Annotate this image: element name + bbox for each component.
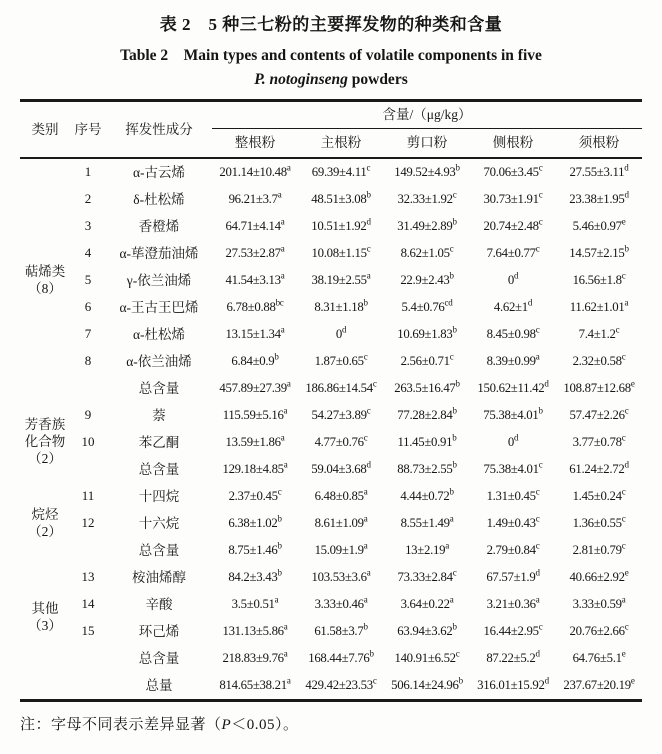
content-value-cell: 186.86±14.54$^c$ xyxy=(305,379,377,396)
significance-letter: a xyxy=(286,676,291,687)
content-value-cell: 8.75±1.46$^b$ xyxy=(228,541,282,558)
content-value-cell: 84.2±3.43$^b$ xyxy=(228,568,282,585)
significance-letter: c xyxy=(621,514,626,525)
content-value-cell: 64.71±4.14$^a$ xyxy=(225,217,285,234)
significance-letter: c xyxy=(372,379,377,390)
content-value-cell: 131.13±5.86$^a$ xyxy=(222,622,288,639)
serial-cell: 9 xyxy=(84,407,92,423)
significance-letter: b xyxy=(452,325,457,336)
significance-letter: d xyxy=(624,163,629,174)
table-row xyxy=(20,591,642,618)
content-value-cell: 10.08±1.15$^c$ xyxy=(311,244,371,261)
content-value-cell: 15.09±1.9$^a$ xyxy=(314,541,368,558)
table-title-species xyxy=(0,71,662,89)
significance-letter: a xyxy=(280,433,285,444)
table-row xyxy=(20,672,642,701)
content-value-cell: 3.21±0.36$^a$ xyxy=(486,595,540,612)
serial-cell: 15 xyxy=(81,623,95,639)
component-name-cell: 总量 xyxy=(145,677,173,693)
content-value-cell: 20.74±2.48$^c$ xyxy=(483,217,543,234)
significance-letter: c xyxy=(615,325,620,336)
serial-cell xyxy=(70,645,106,672)
significance-letter: b xyxy=(277,514,282,525)
content-value-cell: 8.62±1.05$^c$ xyxy=(400,244,454,261)
significance-letter: d xyxy=(624,190,629,201)
significance-letter: c xyxy=(535,325,540,336)
serial-cell: 1 xyxy=(84,164,92,180)
significance-letter: b xyxy=(277,568,282,579)
significance-letter: d xyxy=(544,379,549,390)
significance-letter: c xyxy=(363,352,368,363)
significance-letter: a xyxy=(535,352,540,363)
component-name-cell: 香橙烯 xyxy=(138,218,180,234)
significance-letter: a xyxy=(277,190,282,201)
significance-letter: c xyxy=(624,406,629,417)
content-value-cell: 2.81±0.79$^c$ xyxy=(572,541,626,558)
serial-cell xyxy=(70,456,106,483)
content-value-cell: 1.45±0.24$^c$ xyxy=(572,487,626,504)
content-value-cell: 31.49±2.89$^b$ xyxy=(397,217,457,234)
serial-cell: 8 xyxy=(84,353,92,369)
header-serial: 序号 xyxy=(70,101,106,159)
content-value-cell: 67.57±1.9$^d$ xyxy=(486,568,540,585)
content-value-cell: 2.56±0.71$^c$ xyxy=(400,352,454,369)
serial-cell: 10 xyxy=(81,434,95,450)
significance-letter: e xyxy=(630,379,635,390)
table-row xyxy=(20,158,642,186)
significance-letter: a xyxy=(363,541,368,552)
significance-letter: a xyxy=(283,460,288,471)
significance-letter: a xyxy=(286,379,291,390)
table-row xyxy=(20,186,642,213)
content-value-cell: 140.91±6.52$^c$ xyxy=(394,649,460,666)
significance-letter: c xyxy=(621,271,626,282)
content-value-cell: 457.89±27.39$^a$ xyxy=(219,379,291,396)
content-value-cell: 27.53±2.87$^a$ xyxy=(225,244,285,261)
significance-letter: b xyxy=(363,622,368,633)
content-value-cell: 3.64±0.22$^a$ xyxy=(400,595,454,612)
significance-letter: d xyxy=(624,460,629,471)
content-value-cell: 3.77±0.78$^c$ xyxy=(572,433,626,450)
significance-letter: b xyxy=(369,649,374,660)
serial-cell: 13 xyxy=(81,569,95,585)
content-value-cell: 6.84±0.9$^b$ xyxy=(231,352,279,369)
footnote-prefix: 注：字母不同表示差异显著（ xyxy=(20,717,222,733)
significance-letter: c xyxy=(366,406,371,417)
component-name-cell: 萘 xyxy=(152,407,166,423)
content-value-cell: 8.55±1.49$^a$ xyxy=(400,514,454,531)
significance-letter: e xyxy=(621,217,626,228)
significance-letter: c xyxy=(538,622,543,633)
serial-cell xyxy=(70,672,106,701)
content-value-cell: 6.38±1.02$^b$ xyxy=(228,514,282,531)
content-value-cell: 16.56±1.8$^c$ xyxy=(572,271,626,288)
significance-letter: c xyxy=(621,352,626,363)
significance-letter: c xyxy=(363,433,368,444)
significance-letter: b xyxy=(538,406,543,417)
content-value-cell: 0$^d$ xyxy=(335,325,347,342)
component-name-cell: γ-依兰油烯 xyxy=(126,272,192,288)
serial-cell: 3 xyxy=(84,218,92,234)
component-name-cell: δ-杜松烯 xyxy=(133,191,185,207)
table-row xyxy=(20,375,642,402)
serial-cell: 12 xyxy=(81,515,95,531)
significance-letter: c xyxy=(535,541,540,552)
content-value-cell: 1.31±0.45$^c$ xyxy=(486,487,540,504)
species-name: P. notoginseng xyxy=(254,71,348,88)
significance-letter: b xyxy=(458,676,463,687)
content-value-cell: 6.48±0.85$^a$ xyxy=(314,487,368,504)
significance-letter: a xyxy=(280,325,285,336)
significance-letter: a xyxy=(363,487,368,498)
content-value-cell: 69.39±4.11$^c$ xyxy=(311,163,371,180)
content-value-cell: 2.79±0.84$^c$ xyxy=(486,541,540,558)
significance-letter: cd xyxy=(444,298,453,309)
significance-letter: c xyxy=(535,514,540,525)
significance-letter: b xyxy=(449,271,454,282)
content-value-cell: 75.38±4.01$^b$ xyxy=(483,406,543,423)
content-value-cell: 22.9±2.43$^b$ xyxy=(400,271,454,288)
significance-letter: c xyxy=(452,568,457,579)
table-row xyxy=(20,348,642,375)
species-suffix: powders xyxy=(347,71,408,88)
content-value-cell: 10.51±1.92$^d$ xyxy=(311,217,371,234)
content-value-cell: 149.52±4.93$^b$ xyxy=(394,163,460,180)
content-value-cell: 75.38±4.01$^c$ xyxy=(483,460,543,477)
table-title-zh: 表 2 5 种三七粉的主要挥发物的种类和含量 xyxy=(159,15,503,34)
content-value-cell: 40.66±2.92$^e$ xyxy=(569,568,629,585)
significance-letter: d xyxy=(513,433,519,444)
content-value-cell: 218.83±9.76$^a$ xyxy=(222,649,288,666)
content-value-cell: 3.33±0.59$^a$ xyxy=(572,595,626,612)
content-value-cell: 1.87±0.65$^c$ xyxy=(314,352,368,369)
significance-letter: b xyxy=(449,487,454,498)
content-value-cell: 63.94±3.62$^b$ xyxy=(397,622,457,639)
category-cell xyxy=(20,672,70,701)
significance-letter: c xyxy=(277,487,282,498)
table-row xyxy=(20,510,642,537)
significance-letter: a xyxy=(286,163,291,174)
serial-cell: 4 xyxy=(84,245,92,261)
content-value-cell: 6.78±0.88$^{bc}$ xyxy=(226,298,284,315)
content-value-cell: 237.67±20.19$^e$ xyxy=(563,676,635,693)
content-value-cell: 10.69±1.83$^b$ xyxy=(397,325,457,342)
serial-cell: 14 xyxy=(81,596,95,612)
component-name-cell: 总含量 xyxy=(138,542,180,558)
content-value-cell: 150.62±11.42$^d$ xyxy=(477,379,549,396)
content-value-cell: 4.77±0.76$^c$ xyxy=(314,433,368,450)
header-fibrous-root-powder: 须根粉 xyxy=(556,129,642,159)
table-body xyxy=(20,158,642,701)
header-main-root-powder: 主根粉 xyxy=(298,129,384,159)
table-row xyxy=(20,537,642,564)
significance-letter: c xyxy=(538,190,543,201)
significance-letter: c xyxy=(366,244,371,255)
content-value-cell: 73.33±2.84$^c$ xyxy=(397,568,457,585)
serial-cell xyxy=(70,537,106,564)
significance-letter: b xyxy=(452,622,457,633)
serial-cell xyxy=(70,375,106,402)
component-name-cell: α-王古王巴烯 xyxy=(119,299,199,315)
content-value-cell: 96.21±3.7$^a$ xyxy=(228,190,282,207)
content-value-cell: 3.33±0.46$^a$ xyxy=(314,595,368,612)
component-name-cell: 环己烯 xyxy=(138,623,180,639)
header-component: 挥发性成分 xyxy=(106,101,212,159)
table-row xyxy=(20,645,642,672)
significance-letter: bc xyxy=(275,298,284,309)
significance-letter: e xyxy=(621,649,626,660)
component-name-cell: α-杜松烯 xyxy=(132,326,186,342)
content-value-cell: 13±2.19$^a$ xyxy=(405,541,449,558)
table-row xyxy=(20,483,642,510)
content-value-cell: 70.06±3.45$^c$ xyxy=(483,163,543,180)
significance-letter: a xyxy=(624,298,629,309)
content-value-cell: 27.55±3.11$^d$ xyxy=(569,163,629,180)
significance-letter: a xyxy=(445,541,449,552)
significance-letter: b xyxy=(452,460,457,471)
content-value-cell: 59.04±3.68$^d$ xyxy=(311,460,371,477)
content-value-cell: 7.4±1.2$^c$ xyxy=(578,325,620,342)
significance-letter: a xyxy=(535,595,540,606)
content-value-cell: 814.65±38.21$^a$ xyxy=(219,676,291,693)
content-value-cell: 7.64±0.77$^c$ xyxy=(486,244,540,261)
significance-letter: a xyxy=(280,217,285,228)
content-value-cell: 0$^d$ xyxy=(507,271,519,288)
content-value-cell: 13.15±1.34$^a$ xyxy=(225,325,285,342)
significance-letter: b xyxy=(363,298,368,309)
significance-letter: c xyxy=(538,163,543,174)
volatile-components-table xyxy=(20,99,642,702)
table-footnote xyxy=(20,713,662,734)
serial-cell: 2 xyxy=(84,191,92,207)
table-row xyxy=(20,294,642,321)
content-value-cell: 506.14±24.96$^b$ xyxy=(391,676,463,693)
component-name-cell: α-古云烯 xyxy=(132,164,186,180)
significance-letter: b xyxy=(452,433,457,444)
table-row xyxy=(20,402,642,429)
content-value-cell: $4.62\pm 1^d$ xyxy=(493,298,533,315)
content-value-cell: 1.49±0.43$^c$ xyxy=(486,514,540,531)
content-value-cell: 2.37±0.45$^c$ xyxy=(228,487,282,504)
content-value-cell: 41.54±3.13$^a$ xyxy=(225,271,285,288)
significance-letter: a xyxy=(283,622,288,633)
header-content-group: 含量/（μg/kg） xyxy=(212,101,642,129)
footnote-p-symbol: P xyxy=(221,717,232,733)
significance-letter: a xyxy=(283,649,288,660)
table-row xyxy=(20,213,642,240)
content-value-cell: 77.28±2.84$^b$ xyxy=(397,406,457,423)
header-whole-root-powder: 整根粉 xyxy=(212,129,298,159)
content-value-cell: 61.58±3.7$^b$ xyxy=(314,622,368,639)
header-lateral-root-powder: 侧根粉 xyxy=(470,129,556,159)
content-value-cell: 38.19±2.55$^a$ xyxy=(311,271,371,288)
serial-cell: 6 xyxy=(84,299,92,315)
component-name-cell: 苯乙酮 xyxy=(138,434,180,450)
significance-letter: c xyxy=(449,244,454,255)
significance-letter: e xyxy=(630,676,635,687)
content-value-cell: 8.31±1.18$^b$ xyxy=(314,298,368,315)
content-value-cell: 5.46±0.97$^e$ xyxy=(572,217,626,234)
content-value-cell: 61.24±2.72$^d$ xyxy=(569,460,629,477)
significance-letter: a xyxy=(363,514,368,525)
significance-letter: c xyxy=(535,244,540,255)
content-value-cell: 3.5±0.51$^a$ xyxy=(231,595,279,612)
content-value-cell: 263.5±16.47$^b$ xyxy=(394,379,460,396)
component-name-cell: α-依兰油烯 xyxy=(126,353,192,369)
significance-letter: c xyxy=(538,217,543,228)
significance-letter: c xyxy=(624,622,629,633)
significance-letter: a xyxy=(280,271,285,282)
significance-letter: c xyxy=(455,649,460,660)
content-value-cell: 57.47±2.26$^c$ xyxy=(569,406,629,423)
category-cell: 其他 （3） xyxy=(28,601,62,633)
content-value-cell: 108.87±12.68$^e$ xyxy=(563,379,635,396)
component-name-cell: 十四烷 xyxy=(138,488,180,504)
table-row xyxy=(20,618,642,645)
component-name-cell: 辛酸 xyxy=(145,596,173,612)
content-value-cell: 54.27±3.89$^c$ xyxy=(311,406,371,423)
footnote-suffix: ＜0.05）。 xyxy=(231,717,299,733)
significance-letter: b xyxy=(624,244,629,255)
content-value-cell: 201.14±10.48$^a$ xyxy=(219,163,291,180)
table-row xyxy=(20,267,642,294)
significance-letter: a xyxy=(621,595,626,606)
serial-cell: 11 xyxy=(81,488,95,504)
significance-letter: a xyxy=(449,595,454,606)
significance-letter: c xyxy=(449,352,454,363)
table-row xyxy=(20,564,642,591)
content-value-cell: 88.73±2.55$^b$ xyxy=(397,460,457,477)
category-cell: 芳香族 化合物 （2） xyxy=(24,417,66,466)
content-value-cell: 4.44±0.72$^b$ xyxy=(400,487,454,504)
category-cell: 烷烃 （2） xyxy=(28,506,62,539)
significance-letter: d xyxy=(341,325,347,336)
table-row xyxy=(20,456,642,483)
content-value-cell: 16.44±2.95$^c$ xyxy=(483,622,543,639)
content-value-cell: 8.39±0.99$^a$ xyxy=(486,352,540,369)
significance-letter: b xyxy=(455,163,460,174)
significance-letter: d xyxy=(366,217,371,228)
significance-letter: a xyxy=(366,271,371,282)
significance-letter: d xyxy=(544,676,549,687)
content-value-cell: 30.73±1.91$^c$ xyxy=(483,190,543,207)
significance-letter: c xyxy=(621,487,626,498)
table-row xyxy=(20,240,642,267)
header-rhizome-powder: 剪口粉 xyxy=(384,129,470,159)
significance-letter: a xyxy=(280,244,285,255)
serial-cell: 5 xyxy=(84,272,92,288)
significance-letter: a xyxy=(449,514,454,525)
content-value-cell: 2.32±0.58$^c$ xyxy=(572,352,626,369)
significance-letter: b xyxy=(274,352,279,363)
significance-letter: b xyxy=(452,217,457,228)
significance-letter: b xyxy=(366,190,371,201)
content-value-cell: 48.51±3.08$^b$ xyxy=(311,190,371,207)
content-value-cell: 11.45±0.91$^b$ xyxy=(397,433,457,450)
content-value-cell: 64.76±5.1$^e$ xyxy=(572,649,626,666)
component-name-cell: α-荜澄茄油烯 xyxy=(119,245,199,261)
significance-letter: c xyxy=(535,487,540,498)
content-value-cell: 429.42±23.53$^c$ xyxy=(305,676,377,693)
content-value-cell: 1.36±0.55$^c$ xyxy=(572,514,626,531)
significance-letter: d xyxy=(535,649,540,660)
content-value-cell: 32.33±1.92$^c$ xyxy=(397,190,457,207)
significance-letter: c xyxy=(538,460,543,471)
significance-letter: a xyxy=(366,568,371,579)
content-value-cell: 129.18±4.85$^a$ xyxy=(222,460,288,477)
significance-letter: a xyxy=(363,595,368,606)
significance-letter: b xyxy=(455,379,460,390)
significance-letter: a xyxy=(283,406,288,417)
significance-letter: c xyxy=(452,190,457,201)
content-value-cell: 5.4±0.76$^{cd}$ xyxy=(401,298,453,315)
content-value-cell: 168.44±7.76$^b$ xyxy=(308,649,374,666)
significance-letter: c xyxy=(621,433,626,444)
content-value-cell: 87.22±5.2$^d$ xyxy=(486,649,540,666)
significance-letter: b xyxy=(452,406,457,417)
significance-letter: e xyxy=(624,568,629,579)
component-name-cell: 桉油烯醇 xyxy=(131,569,186,585)
significance-letter: d xyxy=(527,298,533,309)
content-value-cell: 316.01±15.92$^d$ xyxy=(477,676,549,693)
table-row xyxy=(20,429,642,456)
content-value-cell: 20.76±2.66$^c$ xyxy=(569,622,629,639)
content-value-cell: 8.45±0.98$^c$ xyxy=(486,325,540,342)
serial-cell: 7 xyxy=(84,326,92,342)
table-title-en: Table 2 Main types and contents of volatile components in five xyxy=(120,47,542,64)
category-cell: 萜烯类 （8） xyxy=(24,263,66,296)
significance-letter: d xyxy=(366,460,371,471)
component-name-cell: 总含量 xyxy=(138,650,180,666)
significance-letter: a xyxy=(274,595,279,606)
significance-letter: b xyxy=(277,541,282,552)
content-value-cell: 115.59±5.16$^a$ xyxy=(222,406,288,423)
component-name-cell: 总含量 xyxy=(138,461,180,477)
table-row xyxy=(20,321,642,348)
content-value-cell: 11.62±1.01$^a$ xyxy=(569,298,629,315)
significance-letter: d xyxy=(513,271,519,282)
header-category: 类别 xyxy=(20,101,70,159)
component-name-cell: 十六烷 xyxy=(138,515,180,531)
table-header xyxy=(20,101,642,159)
component-name-cell: 总含量 xyxy=(138,380,180,396)
significance-letter: c xyxy=(372,676,377,687)
significance-letter: c xyxy=(621,541,626,552)
content-value-cell: 103.53±3.6$^a$ xyxy=(311,568,371,585)
content-value-cell: 14.57±2.15$^b$ xyxy=(569,244,629,261)
significance-letter: d xyxy=(535,568,540,579)
content-value-cell: 8.61±1.09$^a$ xyxy=(314,514,368,531)
content-value-cell: 0$^d$ xyxy=(507,433,519,450)
content-value-cell: 13.59±1.86$^a$ xyxy=(225,433,285,450)
content-value-cell: 23.38±1.95$^d$ xyxy=(569,190,629,207)
significance-letter: c xyxy=(366,163,371,174)
